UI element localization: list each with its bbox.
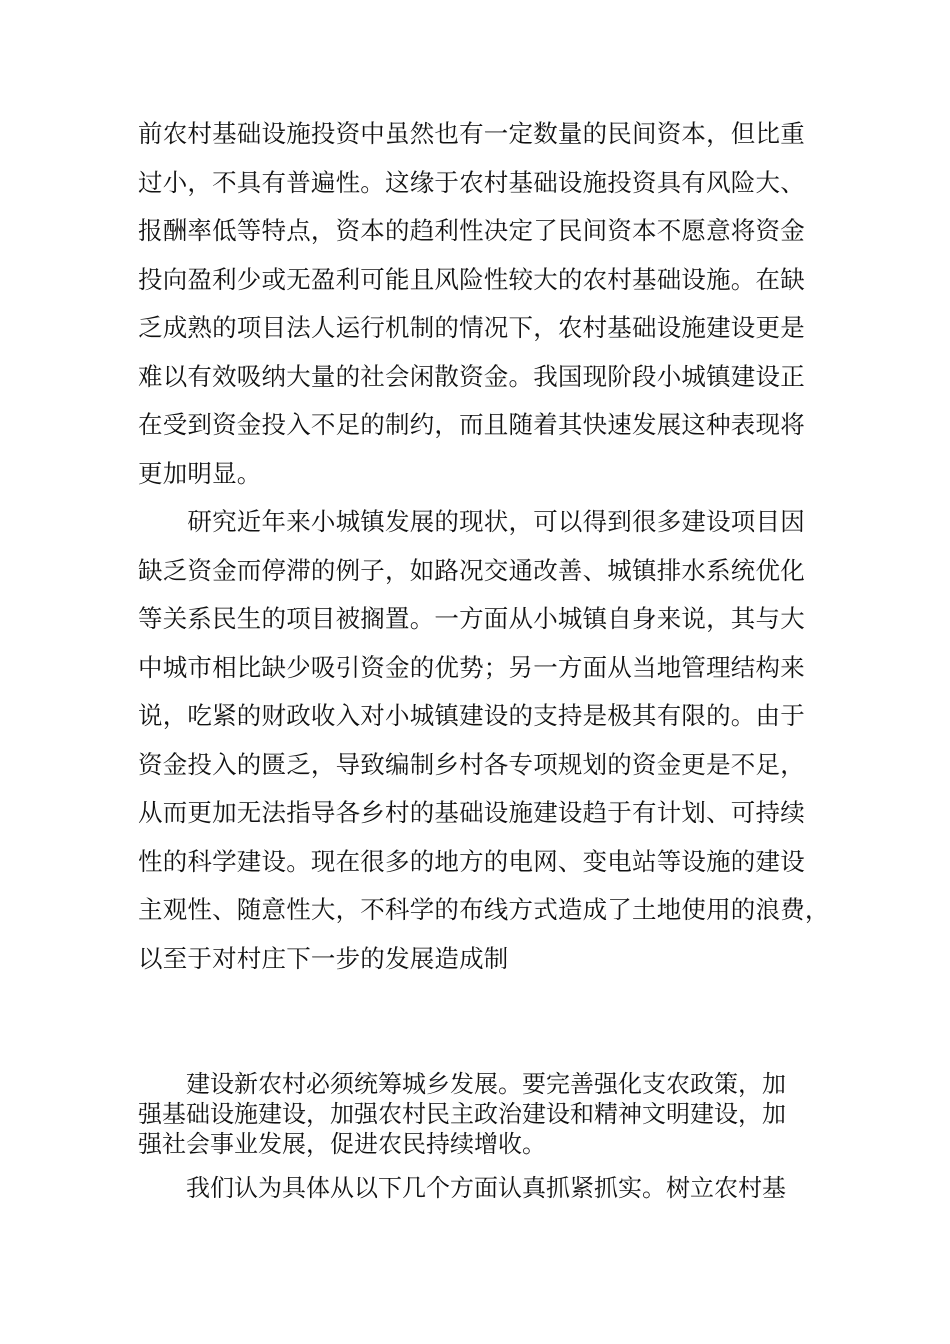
paragraph-3 bbox=[138, 1069, 838, 1159]
text-line: 强社会事业发展，促进农民持续增收。 bbox=[138, 1130, 546, 1158]
text-line: 报酬率低等特点，资本的趋利性决定了民间资本不愿意将资金 bbox=[138, 216, 805, 245]
text-line: 中城市相比缺少吸引资金的优势；另一方面从当地管理结构来 bbox=[138, 652, 805, 682]
text-line: 在受到资金投入不足的制约，而且随着其快速发展这种表现将 bbox=[138, 410, 805, 439]
text-line: 乏成熟的项目法人运行机制的情况下，农村基础设施建设更是 bbox=[138, 313, 805, 342]
paragraph-4 bbox=[138, 1173, 838, 1203]
body-text-upper bbox=[138, 110, 838, 983]
text-line: 强基础设施建设，加强农村民主政治建设和精神文明建设，加 bbox=[138, 1100, 786, 1128]
text-line: 更加明显。 bbox=[138, 458, 262, 488]
text-line: 建设新农村必须统筹城乡发展。要完善强化支农政策，加 bbox=[138, 1070, 786, 1098]
text-line: 以至于对村庄下一步的发展造成制 bbox=[138, 943, 509, 973]
text-line: 说，吃紧的财政收入对小城镇建设的支持是极其有限的。由于 bbox=[138, 701, 805, 730]
text-line: 难以有效吸纳大量的社会闲散资金。我国现阶段小城镇建设正 bbox=[138, 361, 805, 391]
text-line: 主观性、随意性大，不科学的布线方式造成了土地使用的浪费， bbox=[138, 895, 830, 924]
text-line: 前农村基础设施投资中虽然也有一定数量的民间资本，但比重 bbox=[138, 119, 805, 148]
text-line: 资金投入的匮乏，导致编制乡村各专项规划的资金更是不足， bbox=[138, 749, 805, 779]
paragraph-2 bbox=[138, 498, 838, 983]
text-line: 研究近年来小城镇发展的现状，可以得到很多建设项目因 bbox=[138, 507, 805, 536]
text-line: 缺乏资金而停滞的例子，如路况交通改善、城镇排水系统优化 bbox=[138, 555, 805, 585]
text-line: 从而更加无法指导各乡村的基础设施建设趋于有计划、可持续 bbox=[138, 798, 805, 827]
text-line: 过小，不具有普遍性。这缘于农村基础设施投资具有风险大、 bbox=[138, 167, 805, 197]
paragraph-1 bbox=[138, 110, 838, 498]
text-line: 投向盈利少或无盈利可能且风险性较大的农村基础设施。在缺 bbox=[138, 264, 805, 294]
text-line: 性的科学建设。现在很多的地方的电网、变电站等设施的建设 bbox=[138, 846, 805, 876]
text-line: 等关系民生的项目被搁置。一方面从小城镇自身来说，其与大 bbox=[138, 604, 805, 633]
text-line: 我们认为具体从以下几个方面认真抓紧抓实。树立农村基 bbox=[138, 1174, 786, 1202]
body-text-lower bbox=[138, 1069, 838, 1203]
paragraph-spacer bbox=[138, 1159, 838, 1173]
